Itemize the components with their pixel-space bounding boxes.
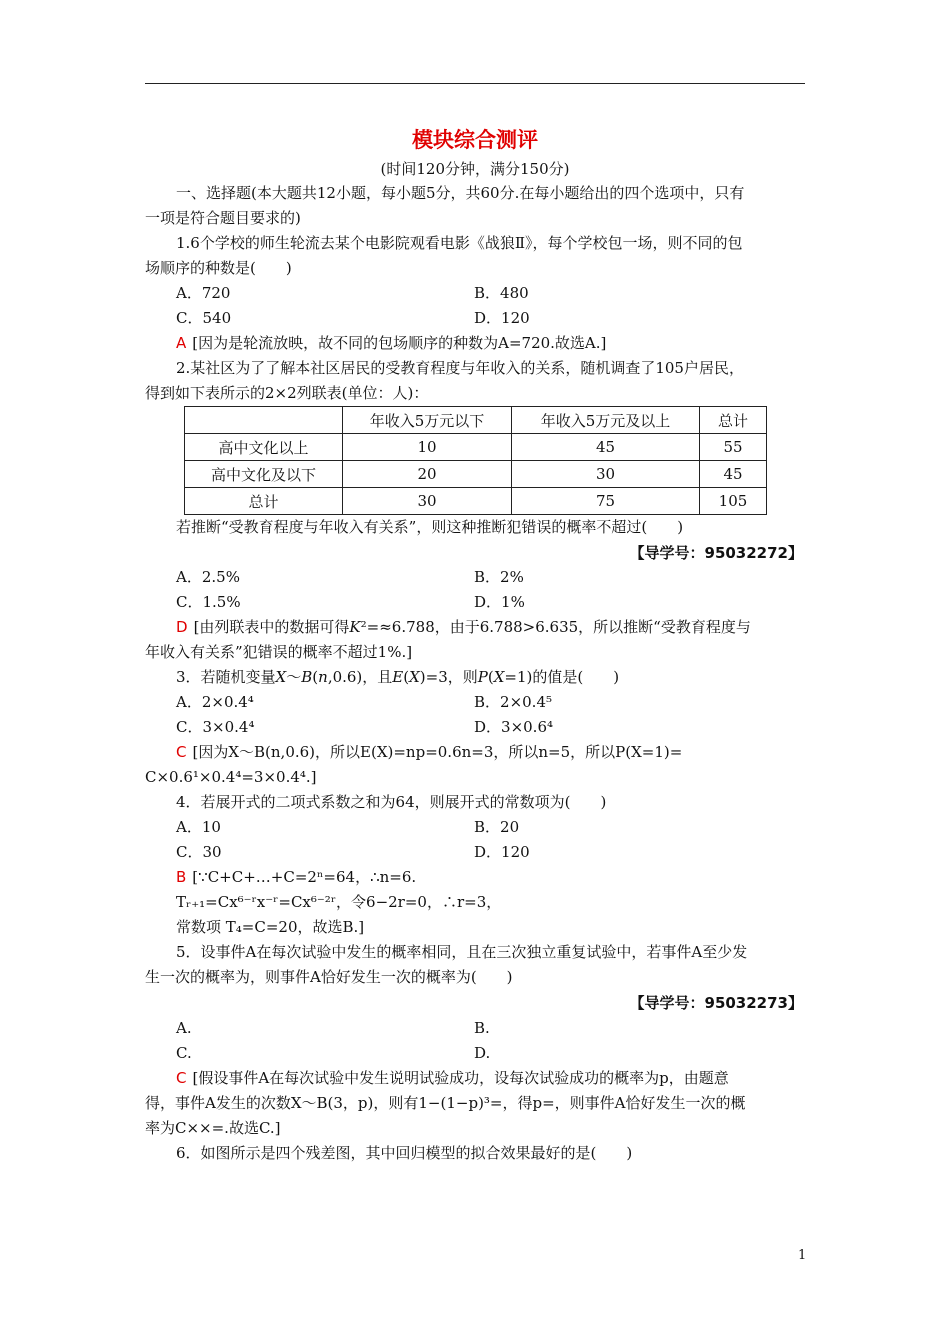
q4-option-a: A．10 <box>176 818 221 836</box>
q1-option-a: A．720 <box>176 284 231 302</box>
q3-stem-text: =1)的值是( ) <box>504 668 620 686</box>
q1-option-b: B．480 <box>474 284 529 302</box>
q3-stem-text: ( <box>312 668 319 686</box>
q4-stem: 4．若展开式的二项式系数之和为64，则展开式的常数项为( ) <box>176 793 607 811</box>
q2-option-c: C．1.5% <box>176 593 241 611</box>
table-cell: 30 <box>343 488 512 515</box>
section-intro-line2: 一项是符合题目要求的) <box>145 209 301 227</box>
q5-solution-line2: 得，事件A发生的次数X～B(3，p)，则有1−(1−p)³=，得p=，则事件A恰好发生一次的概 <box>145 1094 746 1112</box>
q3-stem-text: ～ <box>286 668 302 686</box>
q1-option-c: C．540 <box>176 309 232 327</box>
q3-option-b: B．2×0.4⁵ <box>474 693 553 711</box>
q4-solution-line1 <box>176 867 416 887</box>
q3-answer: C <box>176 743 187 761</box>
q4-option-d: D．120 <box>474 843 530 861</box>
q1-solution <box>176 333 606 353</box>
q2-stem-line1: 2.某社区为了了解本社区居民的受教育程度与年收入的关系，随机调查了105户居民， <box>176 359 744 377</box>
q5-reference-number: 【导学号：95032273】 <box>629 994 803 1012</box>
q3-var: X <box>275 668 287 686</box>
q2-solution-text: [由列联表中的数据可得 <box>193 618 350 636</box>
q2-solution-text: ²=≈6.788，由于6.788>6.635，所以推断“受教育程度与 <box>360 618 751 636</box>
page-title: 模块综合测评 <box>412 128 538 152</box>
q3-stem <box>176 667 619 687</box>
table-cell: 45 <box>700 461 767 488</box>
q5-option-c: C. <box>176 1044 192 1062</box>
q4-solution-text: [∵C+C+…+C=2ⁿ=64，∴n=6. <box>192 868 417 886</box>
q5-answer: C <box>176 1069 187 1087</box>
q4-solution-line3: 常数项 T₄=C=20，故选B.] <box>176 918 365 936</box>
q3-stem-text: )=3，则 <box>419 668 478 686</box>
table-cell: 10 <box>343 434 512 461</box>
q1-option-d: D．120 <box>474 309 530 327</box>
q3-var: X <box>409 668 420 686</box>
page-number: 1 <box>798 1248 807 1263</box>
q3-stem-text: ( <box>403 668 410 686</box>
q5-stem-line2: 生一次的概率为，则事件A恰好发生一次的概率为( ) <box>145 968 513 986</box>
q1-stem-line1: 1.6个学校的师生轮流去某个电影院观看电影《战狼Ⅱ》，每个学校包一场，则不同的包 <box>176 234 743 252</box>
q3-stem-text: ( <box>487 668 494 686</box>
table-header-cell: 年收入5万元及以上 <box>512 407 700 434</box>
q2-option-a: A．2.5% <box>176 568 240 586</box>
q4-option-c: C．30 <box>176 843 222 861</box>
table-cell: 75 <box>512 488 700 515</box>
q4-answer: B <box>176 868 187 886</box>
table-header-cell: 总计 <box>700 407 767 434</box>
q5-solution-line1 <box>176 1068 729 1088</box>
q2-option-b: B．2% <box>474 568 524 586</box>
table-cell: 30 <box>512 461 700 488</box>
q3-solution-line2: C×0.6¹×0.4⁴=3×0.4⁴.] <box>145 768 317 786</box>
table-cell: 总计 <box>185 488 343 515</box>
q1-solution-text: [因为是轮流放映，故不同的包场顺序的种数为A=720.故选A.] <box>192 334 607 352</box>
q1-answer: A <box>176 334 187 352</box>
q2-option-d: D．1% <box>474 593 525 611</box>
page-subtitle: (时间120分钟，满分150分) <box>380 160 570 178</box>
q3-var: P <box>477 668 488 686</box>
table-cell: 高中文化及以下 <box>185 461 343 488</box>
q2-stem-line2: 得到如下表所示的2×2列联表(单位：人)： <box>145 384 429 402</box>
contingency-table <box>184 406 767 515</box>
q3-option-c: C．3×0.4⁴ <box>176 718 255 736</box>
header-rule <box>145 83 805 84</box>
q3-option-a: A．2×0.4⁴ <box>176 693 254 711</box>
table-cell: 20 <box>343 461 512 488</box>
table-row <box>185 461 767 488</box>
q5-solution-line3: 率为C××=.故选C.] <box>145 1119 281 1137</box>
q3-var: n <box>318 668 328 686</box>
q4-option-b: B．20 <box>474 818 520 836</box>
table-header-cell <box>185 407 343 434</box>
q3-option-d: D．3×0.6⁴ <box>474 718 554 736</box>
q5-option-a: A. <box>176 1019 192 1037</box>
q2-solution-k: K <box>349 618 361 636</box>
q5-solution-text: [假设事件A在每次试验中发生说明试验成功，设每次试验成功的概率为p，由题意 <box>192 1069 729 1087</box>
q3-solution-text: [因为X～B(n,0.6)，所以E(X)=np=0.6n=3，所以n=5，所以P(X=1)= <box>192 743 683 761</box>
table-cell: 55 <box>700 434 767 461</box>
table-cell: 高中文化以上 <box>185 434 343 461</box>
q2-solution-line2: 年收入有关系”犯错误的概率不超过1%.] <box>145 643 413 661</box>
table-row <box>185 488 767 515</box>
table-row <box>185 434 767 461</box>
q2-reference-number: 【导学号：95032272】 <box>629 544 803 562</box>
q3-var: X <box>493 668 505 686</box>
section-intro-line1: 一、选择题(本大题共12小题，每小题5分，共60分.在每小题给出的四个选项中，只有 <box>176 184 745 202</box>
table-header-cell: 年收入5万元以下 <box>343 407 512 434</box>
q4-solution-line2: Tᵣ₊₁=Cx⁶⁻ʳx⁻ʳ=Cx⁶⁻²ʳ，令6−2r=0，∴r=3， <box>176 893 502 911</box>
q5-option-b: B. <box>474 1019 490 1037</box>
q6-stem: 6．如图所示是四个残差图，其中回归模型的拟合效果最好的是( ) <box>176 1144 633 1162</box>
q3-stem-text: ,0.6)，且 <box>327 668 393 686</box>
q3-stem-text: 3．若随机变量 <box>176 668 276 686</box>
table-cell: 105 <box>700 488 767 515</box>
table-cell: 45 <box>512 434 700 461</box>
q2-solution-line1 <box>176 617 751 637</box>
q2-stem-line3: 若推断“受教育程度与年收入有关系”，则这种推断犯错误的概率不超过( ) <box>176 518 684 536</box>
q5-option-d: D. <box>474 1044 491 1062</box>
q3-solution-line1 <box>176 742 682 762</box>
q1-stem-line2: 场顺序的种数是( ) <box>145 259 292 277</box>
q5-stem-line1: 5．设事件A在每次试验中发生的概率相同，且在三次独立重复试验中，若事件A至少发 <box>176 943 748 961</box>
q3-var: E <box>392 668 404 686</box>
table-header-row <box>185 407 767 434</box>
q2-answer: D <box>176 618 188 636</box>
q3-var: B <box>301 668 313 686</box>
